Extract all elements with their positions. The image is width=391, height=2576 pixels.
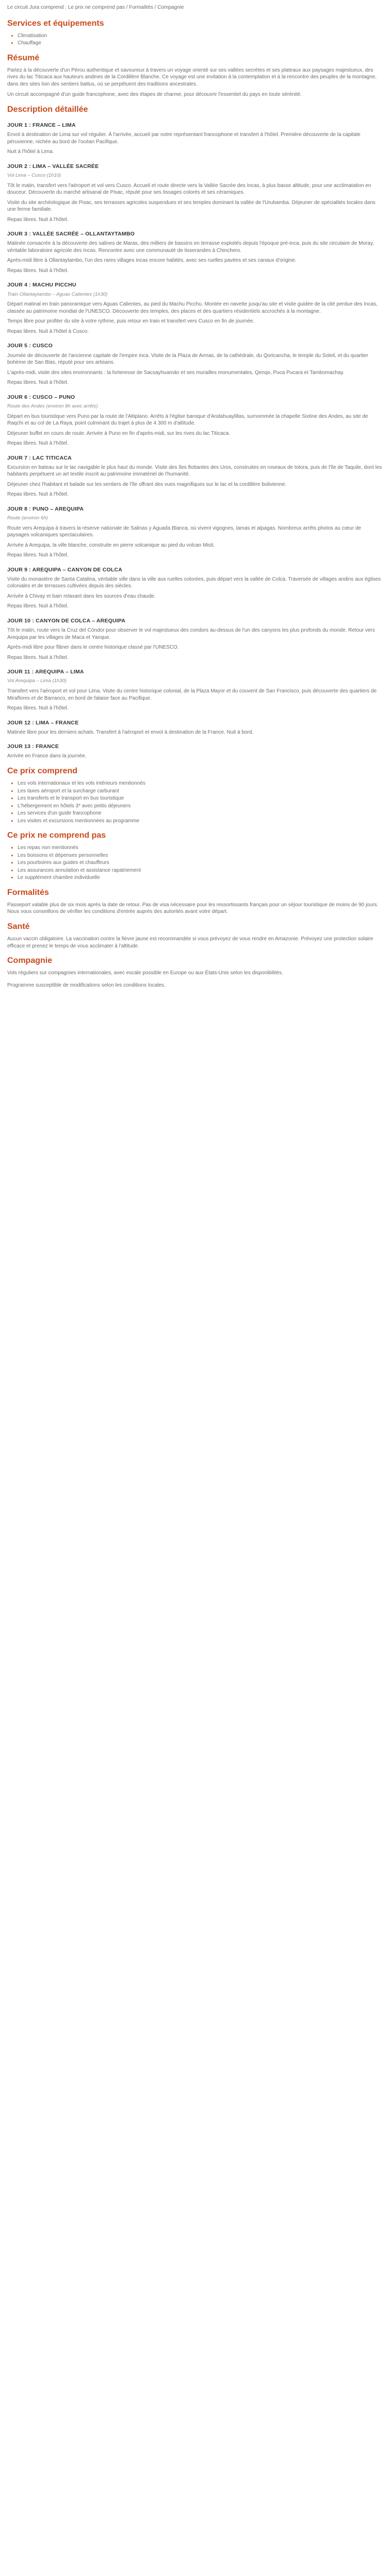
day-paragraph: Nuit à l'hôtel à Lima. [7, 149, 54, 155]
day-paragraph: Repas libres. Nuit à l'hôtel. [7, 380, 69, 386]
formalities-text: Passeport valable plus de six mois après la date de retour. Pas de visa nécessaire pour les ressortissants français pour un séjour touristique de moins de 90 jours. Nous vous conseillons de vérifier les conditions d'entrée auprès des autorités avant votre départ. [7, 902, 379, 915]
excludes-title: Ce prix ne comprend pas [7, 831, 106, 840]
day-title: JOUR 6 : CUSCO – PUNO [7, 394, 75, 400]
day-subtitle: Vol Lima – Cusco (1h10) [7, 172, 61, 178]
day-paragraph: Route vers Arequipa à travers la réserve nationale de Salinas y Aguada Blanca, où vivent vigognes, lamas et alpagas. Nombreux arrêts photos au cœur de paysages volcaniques spectaculaires. [7, 525, 361, 538]
day-paragraph: Départ en bus touristique vers Puno par la route de l'Altiplano. Arrêts à l'église baroque d'Andahuaylillas, surnommée la chapelle Sixtine des Andes, au site de Raqchi et au col de La Raya, point culminant du trajet à plus de 4 300 m d'altitude. [7, 413, 368, 427]
day-paragraph: Matinée libre pour les derniers achats. Transfert à l'aéroport et envol à destination de la France. Nuit à bord. [7, 729, 254, 735]
day-paragraph: Repas libres. Nuit à l'hôtel à Cusco. [7, 328, 89, 334]
day-paragraph: Visite du site archéologique de Pisac, ses terrasses agricoles suspendues et ses temples dominant la vallée de l'Urubamba. Déjeuner de spécialités locales dans une ferme familiale. [7, 199, 376, 213]
footer-note: Programme susceptible de modifications selon les conditions locales. [7, 982, 166, 988]
includes-item: • Les services d'un guide francophone [18, 810, 384, 817]
excludes-list [7, 844, 384, 882]
page [0, 0, 391, 998]
day-paragraph: Transfert vers l'aéroport et vol pour Lima. Visite du centre historique colonial, de la Plaza Mayor et du couvent de San Francisco, puis découverte des quartiers de Miraflores et de Barranco, en bord de falaise face au Pacifique. [7, 688, 377, 701]
health-text: Aucun vaccin obligatoire. La vaccination contre la fièvre jaune est recommandée si vous prévoyez de vous rendre en Amazonie. Prévoyez une protection solaire efficace et prenez le temps de vous acclimater à l'altitude. [7, 936, 373, 949]
includes-item: • Les taxes aéroport et la surcharge carburant [18, 788, 384, 795]
day-paragraph: Repas libres. Nuit à l'hôtel. [7, 216, 69, 223]
includes-list [7, 780, 384, 824]
about-paragraph: Partez à la découverte d'un Pérou authentique et savoureux à travers un voyage orienté sur ses vallées secrètes et ses plateaux aux paysages majestueux, des rives du lac Titicaca aux hauteurs andines de la Cordillère Blanche. Ce voyage est une invitation à la contemplation et à la rencontre des peuples de la montagne, dans des sites loin des sentiers battus, où se perpétuent des traditions ancestrales. [7, 67, 377, 87]
day-title: JOUR 9 : AREQUIPA – CANYON DE COLCA [7, 566, 123, 573]
includes-item: • L'hébergement en hôtels 3* avec petits déjeuners [18, 803, 384, 810]
service-item: • Climatisation [18, 32, 384, 40]
includes-section [7, 766, 384, 824]
day-paragraph: Déjeuner chez l'habitant et balade sur les sentiers de l'île offrant des vues magnifiques sur le lac et la cordillère bolivienne. [7, 481, 287, 487]
day-title: JOUR 12 : LIMA – FRANCE [7, 719, 79, 726]
day-subtitle: Train Ollantaytambo – Aguas Calientes (1h30) [7, 291, 108, 297]
day-title: JOUR 2 : LIMA – VALLÉE SACRÉE [7, 163, 99, 170]
excludes-section [7, 831, 384, 882]
day-paragraph: Repas libres. Nuit à l'hôtel. [7, 440, 69, 447]
excludes-item: • Les pourboires aux guides et chauffeurs [18, 859, 384, 867]
day-paragraph: Excursion en bateau sur le lac navigable le plus haut du monde. Visite des îles flottantes des Uros, construites en roseaux de totora, puis de l'île de Taquile, dont les habitants perpétuent un art textile inscrit au patrimoine immatériel de l'humanité. [7, 464, 382, 478]
day-paragraph: Après-midi libre pour flâner dans le centre historique classé par l'UNESCO. [7, 645, 179, 651]
day-paragraph: Repas libres. Nuit à l'hôtel. [7, 552, 69, 558]
excludes-item: • Le supplément chambre individuelle [18, 874, 384, 882]
day-title: JOUR 4 : MACHU PICCHU [7, 282, 76, 289]
company-title: Compagnie [7, 956, 53, 965]
day-paragraph: Repas libres. Nuit à l'hôtel. [7, 705, 69, 711]
about-section [7, 53, 384, 98]
services-list [7, 32, 384, 47]
services-title: Services et équipements [7, 19, 104, 28]
day-title: JOUR 1 : FRANCE – LIMA [7, 122, 76, 129]
day-paragraph: Temps libre pour profiter du site à votre rythme, puis retour en train et transfert vers Cusco en fin de journée. [7, 318, 255, 325]
services-section [7, 19, 384, 47]
excludes-item: • Les repas non mentionnés [18, 844, 384, 852]
day-subtitle: Route (environ 6h) [7, 515, 48, 521]
day-paragraph: Arrivée à Arequipa, la ville blanche, construite en pierre volcanique au pied du volcan Misti. [7, 542, 215, 548]
day-paragraph: Visite du monastère de Santa Catalina, véritable ville dans la ville aux ruelles colorées, puis départ vers la vallée de Colca. Traversée de villages andins aux églises coloniales et de terrasses cultivées depuis des siècles. [7, 576, 381, 589]
day-title: JOUR 3 : VALLÉE SACRÉE – OLLANTAYTAMBO [7, 231, 135, 238]
day-subtitle: Vol Arequipa – Lima (1h30) [7, 678, 67, 684]
day-title: JOUR 11 : AREQUIPA – LIMA [7, 669, 84, 675]
day-title: JOUR 8 : PUNO – AREQUIPA [7, 505, 84, 512]
includes-item: • Les transferts et le transport en bus touristique [18, 795, 384, 802]
day-title: JOUR 13 : FRANCE [7, 743, 59, 750]
includes-item: • Les visites et excursions mentionnées au programme [18, 818, 384, 825]
itinerary-title: Description détaillée [7, 105, 88, 114]
day-paragraph: Déjeuner buffet en cours de route. Arrivée à Puno en fin d'après-midi, sur les rives du lac Titicaca. [7, 430, 230, 436]
day-title: JOUR 10 : CANYON DE COLCA – AREQUIPA [7, 617, 126, 624]
day-paragraph: Arrivée à Chivay et bain relaxant dans les sources d'eau chaude. [7, 593, 156, 599]
day-paragraph: Repas libres. Nuit à l'hôtel. [7, 492, 69, 498]
day-paragraph: Matinée consacrée à la découverte des salines de Maras, des milliers de bassins en terrasse exploités depuis l'époque pré-inca, puis du site circulaire de Moray, véritable laboratoire agricole des Incas. Rencontre avec une communauté de tisserandes à Chinchero. [7, 241, 374, 253]
day-paragraph: Tôt le matin, route vers la Cruz del Cóndor pour observer le vol majestueux des condors au-dessus de l'un des canyons les plus profonds du monde. Retour vers Arequipa par les villages de Maca et Yanque. [7, 628, 375, 640]
day-title: JOUR 7 : LAC TITICACA [7, 454, 72, 461]
includes-title: Ce prix comprend [7, 766, 78, 775]
day-paragraph: Départ matinal en train panoramique vers Aguas Calientes, au pied du Machu Picchu. Montée en navette jusqu'au site et visite guidée de la cité perdue des Incas, classée au patrimoine mondial de l'UNESCO. Découverte des temples, des places et des quartiers résidentiels accrochés à la montagne. [7, 301, 378, 314]
day-paragraph: L'après-midi, visite des sites environnants : la forteresse de Sacsayhuamán et ses murailles monumentales, Qenqo, Puca Pucara et Tambomachay. [7, 369, 345, 376]
day-title: JOUR 5 : CUSCO [7, 343, 53, 349]
company-text: Vols réguliers sur compagnies internationales, avec escale possible en Europe ou aux États-Unis selon les disponibilités. [7, 970, 283, 976]
day-paragraph: Repas libres. Nuit à l'hôtel. [7, 267, 69, 274]
excludes-item: • Les assurances annulation et assistance rapatriement [18, 867, 384, 874]
itinerary-days [7, 122, 384, 760]
day-paragraph: Journée de découverte de l'ancienne capitale de l'empire inca. Visite de la Plaza de Armas, de la cathédrale, du Qoricancha, le temple du Soleil, et du quartier bohème de San Blas, réputé pour ses artisans. [7, 352, 368, 366]
day-paragraph: Envol à destination de Lima sur vol régulier. À l'arrivée, accueil par notre représentant francophone et transfert à l'hôtel. Première découverte de la capitale péruvienne, nichée au bord de l'océan Pacifique. [7, 132, 361, 145]
health-title: Santé [7, 922, 30, 931]
about-title: Résumé [7, 53, 40, 62]
day-paragraph: Tôt le matin, transfert vers l'aéroport et vol vers Cusco. Accueil et route directe vers la Vallée Sacrée des Incas, à plus basse altitude, pour une acclimatation en douceur. Découverte du marché artisanal de Pisac, réputé pour ses tissages colorés et ses céramiques. [7, 182, 371, 196]
excludes-item: • Les boissons et dépenses personnelles [18, 852, 384, 859]
company-section [7, 956, 384, 977]
day-paragraph: Arrivée en France dans la journée. [7, 753, 87, 759]
about-paragraph: Un circuit accompagné d'un guide francophone, avec des étapes de charme, pour découvrir l'essentiel du pays en toute sérénité. [7, 92, 302, 98]
health-section [7, 922, 384, 950]
itinerary-section [7, 105, 384, 760]
day-subtitle: Route des Andes (environ 8h avec arrêts) [7, 403, 98, 409]
formalities-section [7, 888, 384, 916]
day-paragraph: Repas libres. Nuit à l'hôtel. [7, 654, 69, 660]
intro-text: Le circuit Jura comprend : Le prix ne comprend pas / Formalités / Compagnie [7, 5, 184, 10]
includes-item: • Les vols internationaux et les vols intérieurs mentionnés [18, 780, 384, 787]
day-paragraph: Repas libres. Nuit à l'hôtel. [7, 603, 69, 609]
day-paragraph: Après-midi libre à Ollantaytambo, l'un des rares villages incas encore habités, avec ses ruelles pavées et ses canaux d'origine. [7, 258, 297, 264]
service-item: • Chauffage [18, 40, 384, 47]
formalities-title: Formalités [7, 888, 49, 897]
